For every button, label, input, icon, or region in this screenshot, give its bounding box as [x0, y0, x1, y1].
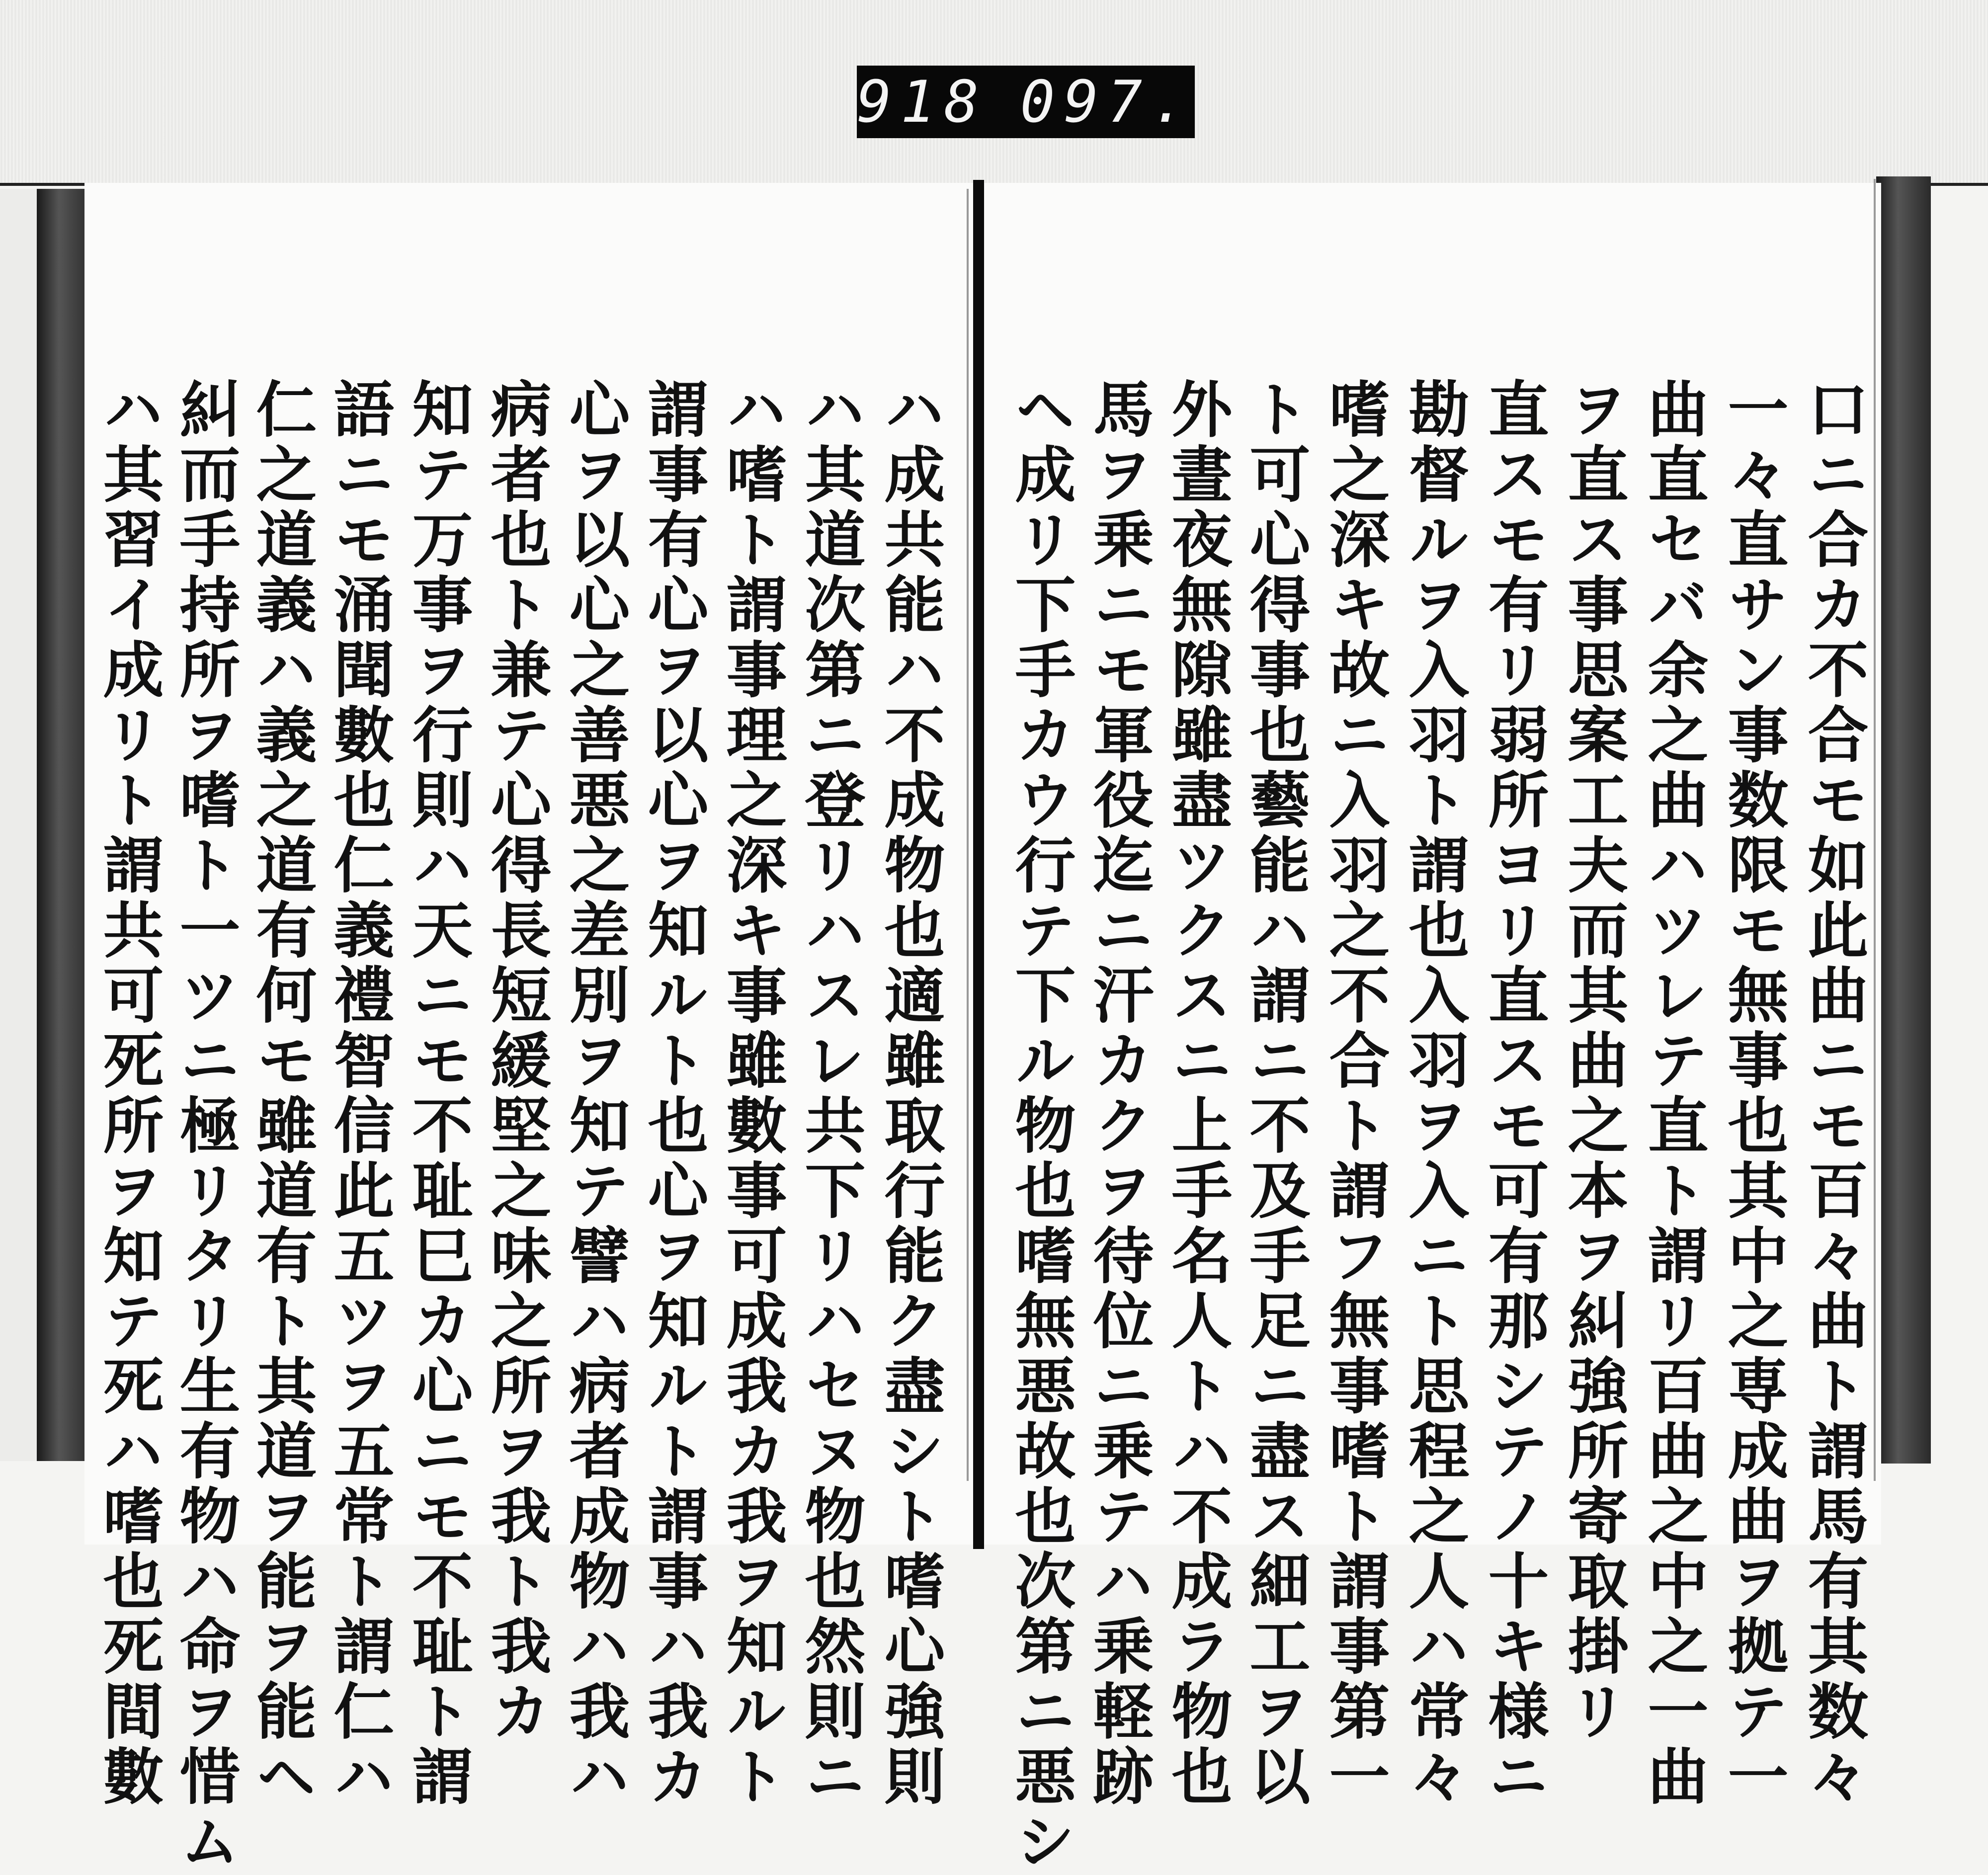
left-page-column-5: 心ヲ以心之善悪之差別ヲ知テ譬ハ病者成物ハ我ハ: [559, 378, 631, 1810]
left-page-column-2: ハ其道次第ニ登リハスレ共下リハセヌ物也然則ニ: [795, 378, 866, 1810]
frame-number-label: [857, 66, 1195, 138]
right-page-column-3: 曲直セバ余之曲ハツレテ直ト謂リ百曲之中之一曲: [1638, 378, 1709, 1810]
book-gutter: [973, 180, 984, 1549]
right-book-edge: [1876, 176, 1931, 1464]
left-page-column-11: ハ其習イ成リト謂共可死所ヲ知テ死ハ嗜也死間數: [93, 378, 165, 1810]
left-page-column-9: 仁之道義ハ義之道有何モ雖道有ト其道ヲ能ヲ能ヘ: [246, 378, 318, 1810]
right-page-column-4: ヲ直ス事思案工夫而其曲之本ヲ糾強所寄取掛リ: [1558, 378, 1629, 1745]
left-page-column-7: 知テ万事ヲ行則ハ天ニモ不耻巳カ心ニモ不耻ト謂: [402, 378, 474, 1810]
right-page-column-7: 嗜之深キ故ニ入羽之不合ト謂フ無事嗜ト謂事第一: [1319, 378, 1391, 1810]
left-page-inner-rule: [967, 189, 969, 1481]
left-page-column-3: ハ嗜ト謂事理之深キ事雖數事可成我カ我ヲ知ルト: [716, 378, 788, 1810]
left-page-column-1: ハ成共能ハ不成物也適雖取行能ク盡シト嗜心強則: [874, 378, 946, 1810]
left-page-column-10: 糾而手持所ヲ嗜ト一ツニ極リタリ生有物ハ命ヲ惜ム: [169, 378, 241, 1875]
right-page-column-2: 一々直サン事数限モ無事也其中之専成曲ヲ拠テ一: [1718, 378, 1789, 1810]
right-page-column-9: 外晝夜無隙雖盡ツクスニ上手名人トハ不成ラ物也: [1161, 378, 1233, 1810]
right-page-column-6: 勘督ルヲ入羽ト謂也入羽ヲ入ニト思程之人ハ常々: [1399, 378, 1470, 1810]
left-page-column-6: 病者也ト兼テ心得長短緩堅之味之所ヲ我ト我カ: [481, 378, 552, 1745]
left-margin: [0, 189, 38, 1461]
right-page-column-5: 直スモ有リ弱所ヨリ直スモ可有那シテノ十キ様ニ: [1478, 378, 1550, 1810]
right-page-column-8: ト可心得事也藝能ハ謂ニ不及手足ニ盡ス細工ヲ以: [1240, 378, 1311, 1810]
left-page-column-4: 謂事有心ヲ以心ヲ知ルト也心ヲ知ルト謂事ハ我カ: [638, 378, 709, 1810]
frame-number-right: 097.: [1020, 68, 1195, 136]
left-page-column-8: 語ニモ涌聞數也仁義禮智信此五ツヲ五常ト謂仁ハ: [324, 378, 395, 1810]
right-page-column-11: ヘ成リ下手カウ行テ下ル物也嗜無悪故也次第ニ悪シ: [1005, 378, 1077, 1875]
frame-number-left: 918: [857, 68, 988, 136]
right-page-column-1: 口ニ合カ不合モ如此曲ニモ百々曲ト謂馬有其数々: [1798, 378, 1869, 1810]
right-page-column-10: 馬ヲ乗ニモ軍役迄ニ汗カクヲ待位ニ乗テハ乗軽跡: [1083, 378, 1155, 1810]
right-page-outer-rule: [1874, 179, 1876, 1481]
